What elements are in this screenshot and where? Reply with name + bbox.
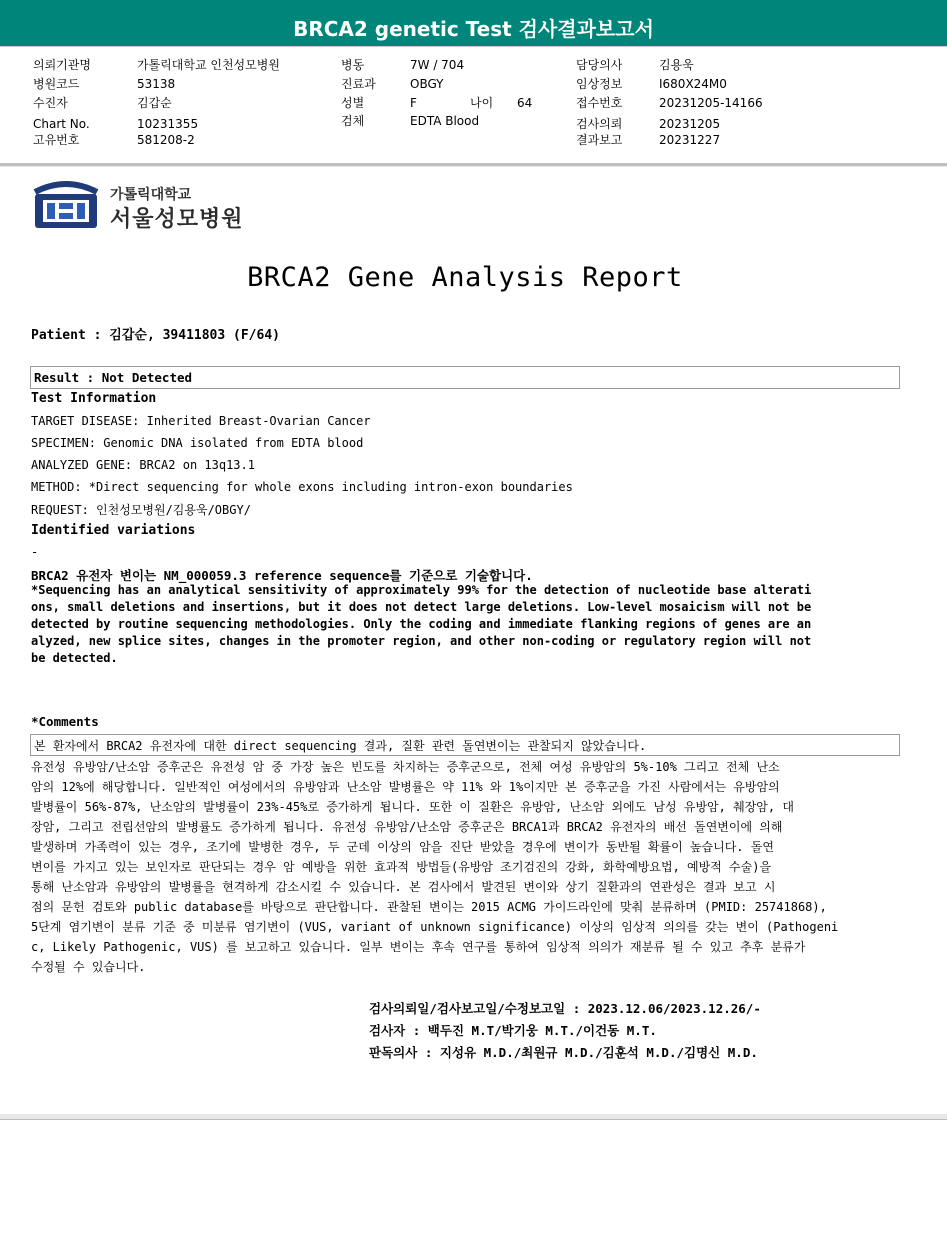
signature-dates: 검사의뢰일/검사보고일/수정보고일 : 2023.12.06/2023.12.26/- xyxy=(369,1001,761,1016)
header-label-doctor: 담당의사 xyxy=(576,58,623,72)
header-value-hospital-code: 53138 xyxy=(137,77,176,91)
comments-summary: 본 환자에서 BRCA2 유전자에 대한 direct sequencing 결과, 질환 관련 돌연변이는 관찰되지 않았습니다. xyxy=(34,739,647,753)
header-value-department: OBGY xyxy=(410,77,444,91)
header-label-chart-no: Chart No. xyxy=(33,117,90,131)
signature-physicians: 판독의사 : 지성유 M.D./최원규 M.D./김훈석 M.D./김명신 M.D. xyxy=(369,1045,758,1060)
header-label-specimen: 검체 xyxy=(341,114,365,128)
logo-line1: 가톨릭대학교 xyxy=(110,187,192,203)
hospital-emblem-icon xyxy=(31,180,101,232)
logo-line2: 서울성모병원 xyxy=(110,207,244,232)
request: REQUEST: 인천성모병원/김용욱/OBGY/ xyxy=(31,503,251,517)
header-value-report-date: 20231227 xyxy=(659,133,721,147)
variations-value: - xyxy=(31,545,39,559)
footer-divider-line xyxy=(0,1119,947,1120)
result-text: Result : Not Detected xyxy=(34,370,193,385)
header-label-patient: 수진자 xyxy=(33,96,68,110)
header-value-institution: 가톨릭대학교 인천성모병원 xyxy=(137,58,280,72)
specimen: SPECIMEN: Genomic DNA isolated from EDTA blood xyxy=(31,436,364,450)
title-bar xyxy=(0,0,947,47)
patient-line: Patient : 김갑순, 39411803 (F/64) xyxy=(31,328,280,343)
header-value-patient: 김갑순 xyxy=(137,96,172,110)
header-label-report-date: 결과보고 xyxy=(576,133,623,147)
variations-heading: Identified variations xyxy=(31,523,196,538)
header-label-ward: 병동 xyxy=(341,58,365,72)
result-box xyxy=(30,366,900,389)
header-value-age: 64 xyxy=(517,96,533,110)
header-value-specimen: EDTA Blood xyxy=(410,114,480,128)
target-disease: TARGET DISEASE: Inherited Breast-Ovarian Cancer xyxy=(31,414,371,428)
reference-sequence-line: BRCA2 유전자 변이는 NM_000059.3 reference sequence를 기준으로 기술합니다. xyxy=(31,568,533,583)
comments-heading: *Comments xyxy=(31,714,99,729)
header-label-unique-no: 고유번호 xyxy=(33,133,80,147)
comments-box xyxy=(30,734,900,756)
header-label-sex: 성별 xyxy=(341,96,365,110)
signature-testers: 검사자 : 백두진 M.T/박기웅 M.T./이건동 M.T. xyxy=(369,1023,657,1038)
header-value-chart-no: 10231355 xyxy=(137,117,199,131)
method: METHOD: *Direct sequencing for whole exons including intron-exon boundaries xyxy=(31,480,573,494)
header-label-receipt-no: 접수번호 xyxy=(576,96,623,110)
header-label-clinical-info: 임상정보 xyxy=(576,77,623,91)
header-value-ward: 7W / 704 xyxy=(410,58,465,72)
header-value-receipt-no: 20231205-14166 xyxy=(659,96,763,110)
test-info-heading: Test Information xyxy=(31,391,157,406)
header-label-department: 진료과 xyxy=(341,77,376,91)
header-label-institution: 의뢰기관명 xyxy=(33,58,91,72)
header-label-request-date: 검사의뢰 xyxy=(576,117,623,131)
header-label-age: 나이 xyxy=(470,96,494,110)
header-value-clinical-info: I680X24M0 xyxy=(659,77,727,91)
comments-paragraph: 유전성 유방암/난소암 증후군은 유전성 암 중 가장 높은 빈도를 차지하는 증후군으로, 전체 여성 유방암의 5%-10% 그리고 전체 난소 암의 12%에 해당합니다. 일반적인 여성에서의 유방암과 난소암 발병률은 약 11% 와 1%이지만 본 증후군을 가진 사람에서는 유방암의 발병률이 56%-87%, 난소암의 발병률이 23%-45%로 증가하게 됩니다. 또한 이 질환은 유방암, 난소암 외에도 남성 유방암, 췌장암, 대 장암, 그리고 전립선암의 발병률도 증가하게 됩니다. 유전성 유방암/난소암 증후군은 BRCA1과 BRCA2 유전자의 배선 돌연변이에 의해 발생하며 가족력이 있는 경우, 조기에 발병한 경우, 두 군데 이상의 암을 진단 받았을 경우에 변이가 동반될 확률이 높습니다. 돌연 변이를 가지고 있는 보인자로 판단되는 경우 암 예방을 위한 효과적 방법들(유방암 조기검진의 강화, 화학예방요법, 예방적 수술)을 통해 난소암과 유방암의 발병률을 현격하게 감소시킬 수 있습니다. 본 검사에서 발견된 변이와 상기 질환과의 연관성은 결과 보고 시 점의 문헌 검토와 public database를 바탕으로 판단합니다. 관찰된 변이는 2015 ACMG 가이드라인에 맞춰 분류하며 (PMID: 25741868), 5단계 염기변이 분류 기준 중 미분류 염기변이 (VUS, variant of unknown significance) 이상의 임상적 의의를 갖는 변이 (Pathogeni c, Likely Pathogenic, VUS) 를 보고하고 있습니다. 일부 변이는 후속 연구를 통하여 임상적 의의가 재분류 될 수 있고 추후 분류가 수정될 수 있습니다. xyxy=(31,760,839,974)
report-title: BRCA2 Gene Analysis Report xyxy=(247,262,683,293)
header-label-hospital-code: 병원코드 xyxy=(33,77,80,91)
header-divider-shadow xyxy=(0,166,947,167)
report-header-title: BRCA2 genetic Test 검사결과보고서 xyxy=(293,17,654,41)
hospital-logo xyxy=(31,180,101,236)
header-value-request-date: 20231205 xyxy=(659,117,721,131)
header-value-sex: F xyxy=(410,96,417,110)
header-value-unique-no: 581208-2 xyxy=(137,133,195,147)
header-value-doctor: 김용욱 xyxy=(659,58,694,72)
analyzed-gene: ANALYZED GENE: BRCA2 on 13q13.1 xyxy=(31,458,255,472)
sequencing-note: *Sequencing has an analytical sensitivity of approximately 99% for the detection of nucleotide base alterati ons, small deletions and insertions, but it does not detect large deletions. Low-level mosaicism will not be detected by routine sequencing methodologies. Only the coding and immediate flanking regions of genes are an alyzed, new splice sites, changes in the promoter region, and other non-coding or regulatory region will not be detected. xyxy=(31,583,812,665)
